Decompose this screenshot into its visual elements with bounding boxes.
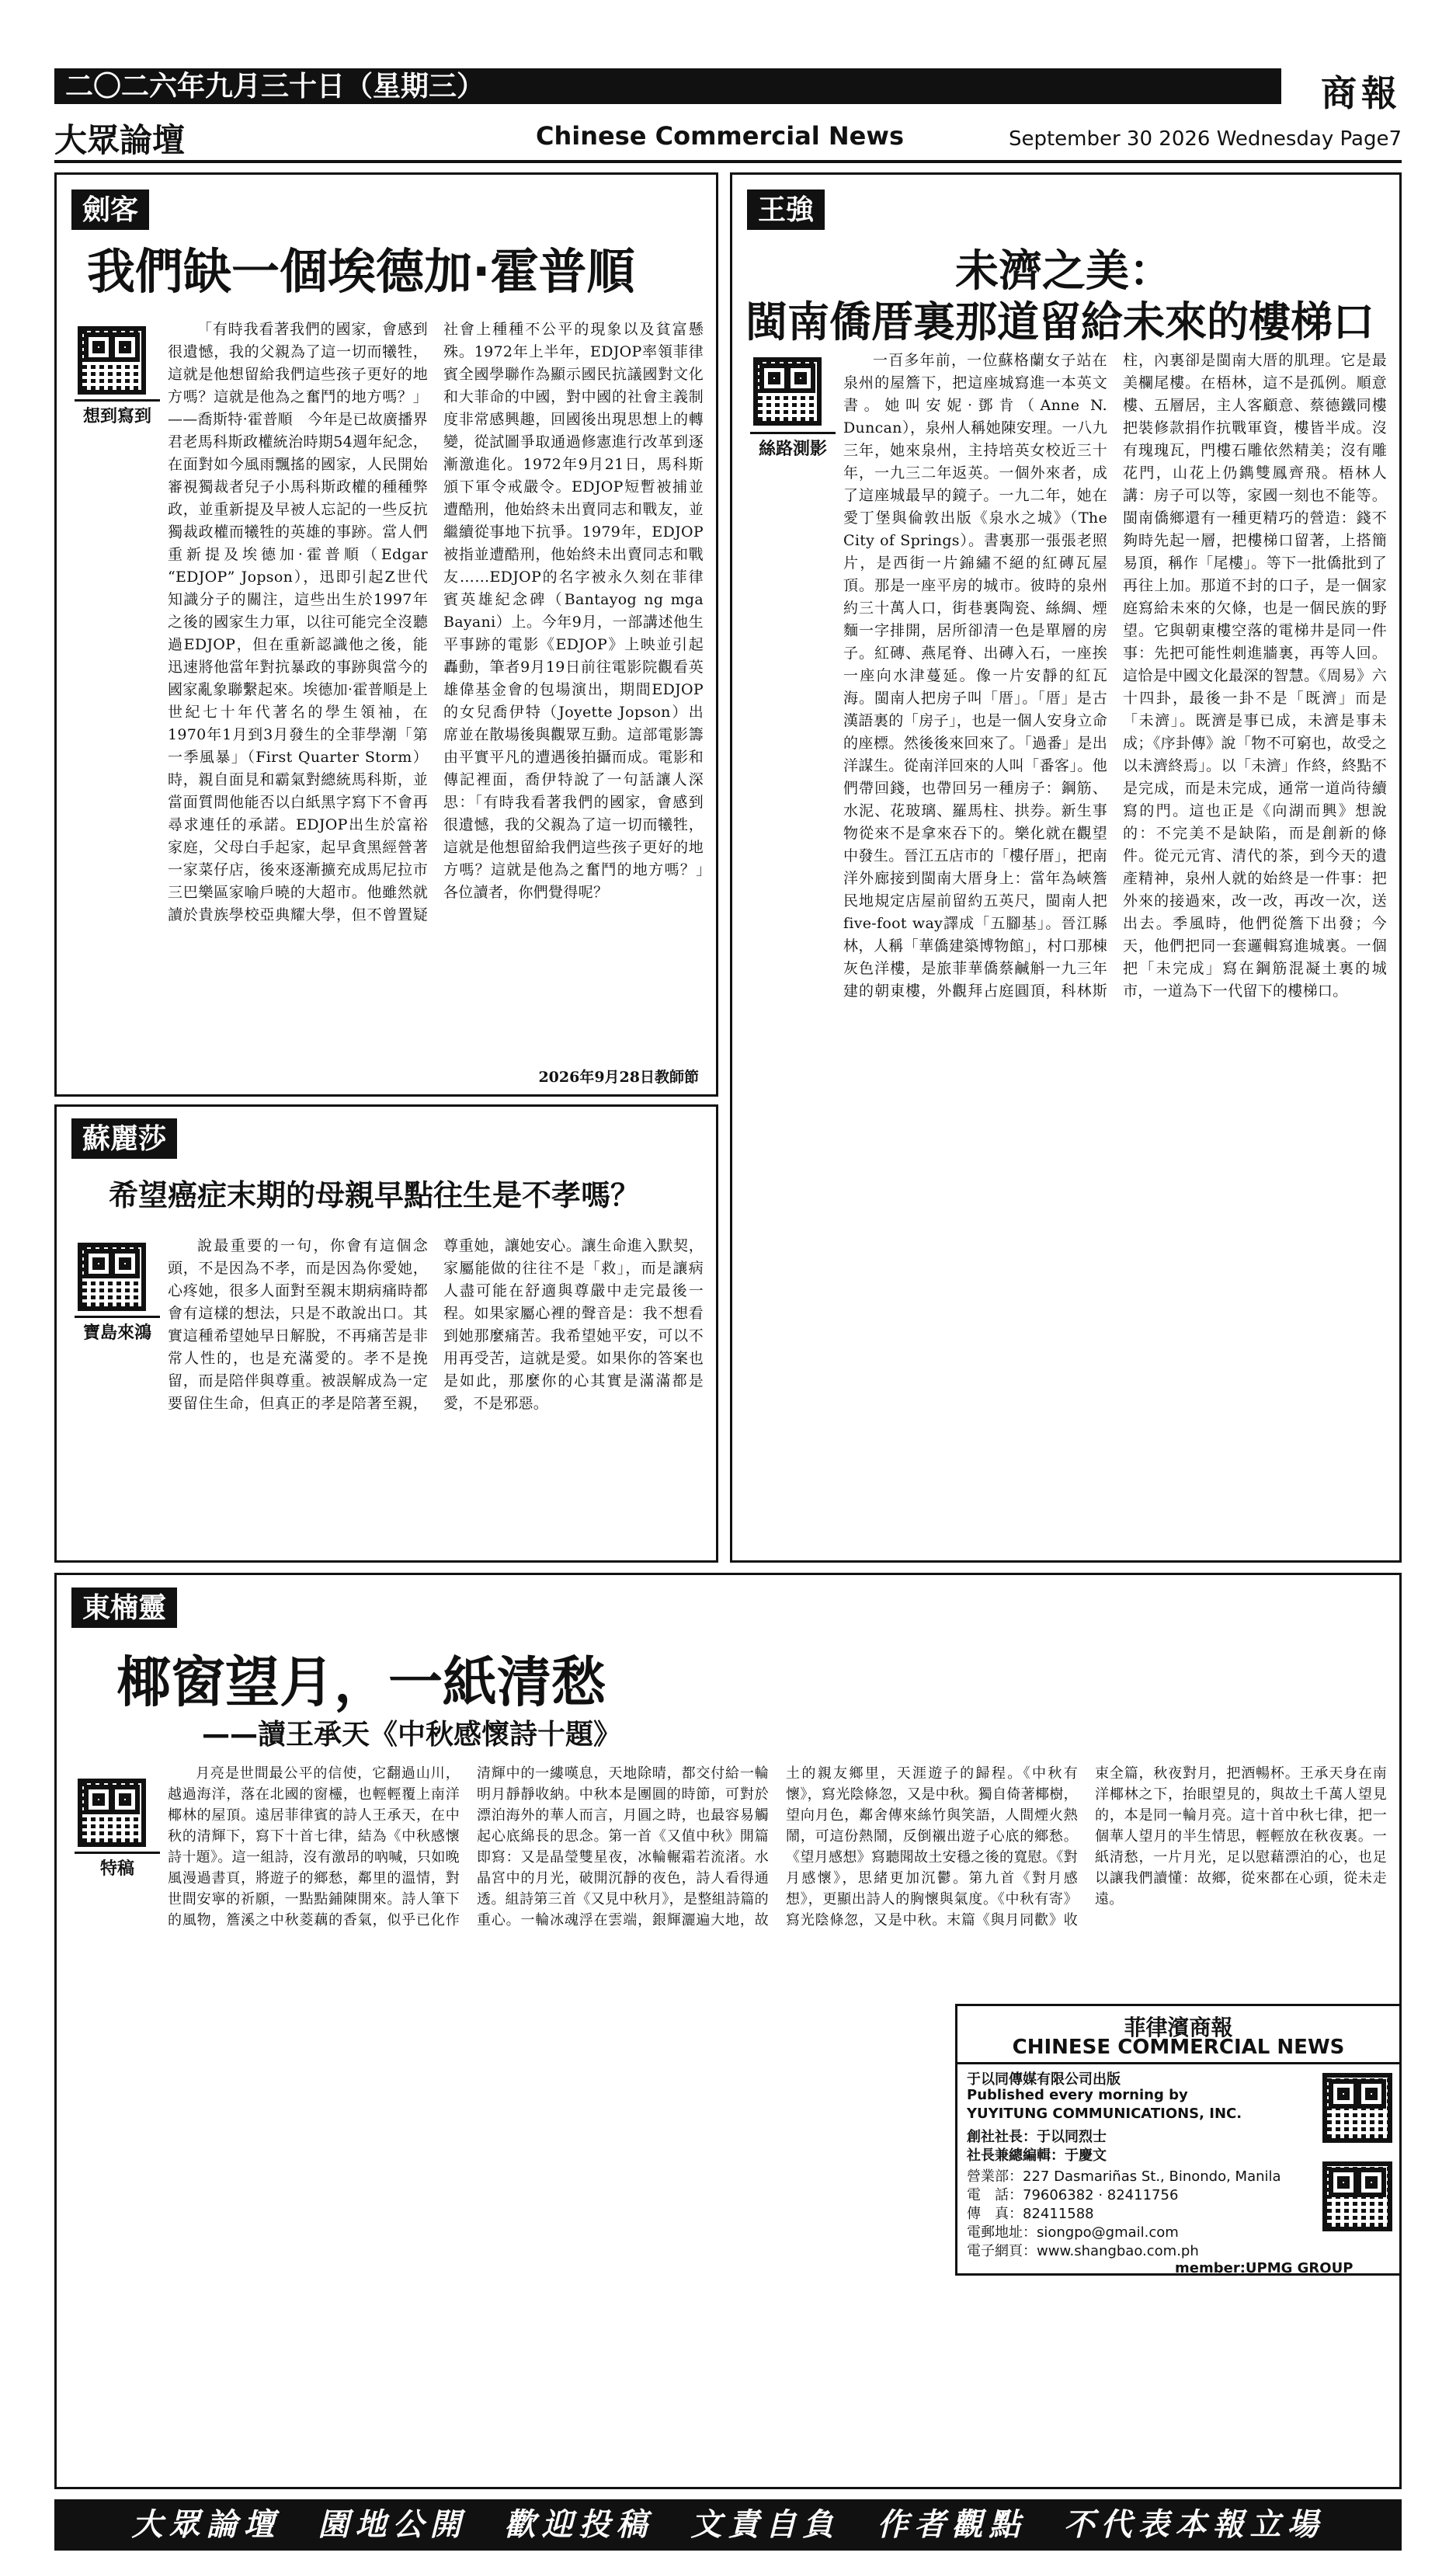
page-header (54, 68, 1402, 159)
article-text-2: 一百多年前，一位蘇格蘭女子站在泉州的屋簷下，把這座城寫進一本英文書。她叫安妮·鄧肯（Anne N. Duncan），泉州人稱她陳安理。一八九三年，她來泉州，主持培英女校近三十年，一九三二年返英。一個外來者，成了這座城最早的鏡子。一九二年，她在愛丁堡與倫敦出版《泉水之城》（The City of Springs）。書裏那一張張老照片，是西街一片錦繡不絕的紅磚瓦屋頂。那是一座平房的城市。彼時的泉州約三十萬人口，街巷裏陶瓷、絲綢、煙麵一字排開，居所卻清一色是單層的房子。紅磚、燕尾脊、出磚入石，一座挨一座向水津蔓延。像一片安靜的紅瓦海。閩南人把房子叫「厝」。「厝」是古漢語裏的「房子」，也是一個人安身立命的座標。然後後來回來了。「過番」是出洋謀生。從南洋回來的人叫「番客」。他們帶回錢，也帶回另一種房子：鋼筋、水泥、花玻璃、羅馬柱、拱券。新生事物從來不是拿來吞下的。樂化就在觀望中發生。晉江五店市的「樓仔厝」，把南洋外廊接到閩南大厝身上：當年為峽簷民地規定店屋前留約五英尺，閩南人把five-foot way譯成「五腳基」。晉江縣林，人稱「華僑建築博物館」，村口那棟灰色洋樓，是旅菲華僑蔡鹹斛一九三年建的朝東樓，外觀拜占庭圓頂，科林斯柱，內裏卻是閩南大厝的肌理。它是最美欄尾樓。在梧林，這不是孤例。順意樓、五層居，主人客顧意、蔡德鐵同樓把裝修款捐作抗戰軍資，樓皆半成。沒有瑰瑰瓦，門樓石雕依然精美；沒有雕花門，山花上仍鐫雙鳳齊飛。梧林人講：房子可以等，家國一刻也不能等。閩南僑鄉還有一種更精巧的營造：錢不夠時先起一層，把樓梯口留著，上搭簡易頂，稱作「尾樓」。等下一批僑批到了再往上加。那道不封的口子，是一個家庭寫給未來的欠條，也是一個民族的野望。它與朝東樓空落的電梯井是同一件事：先把可能性刺進牆裏，再等人回。這恰是中國文化最深的智慧。《周易》六十四卦，最後一卦不是「既濟」而是「未濟」。既濟是事已成，未濟是事未成；《序卦傳》說「物不可窮也，故受之以未濟終焉」。以「未濟」作終，終點不是完成，而是未完成，通常一道尚待續寫的門。這也正是《向湖而興》想說的：不完美不是缺陷，而是創新的條件。從元元宵、清代的茶，到今天的遺產精神，泉州人就的始終是一件事：把外來的接過來，改一改，再改一次，送出去。季風時，他們從簷下出發；今天，他們把同一套邏輯寫進城裏。一個把「未完成」寫在鋼筋混凝土裏的城市，一道為下一代留下的樓梯口。 (843, 352, 1387, 1000)
article-title-4: 椰窗望月，一紙清愁 (116, 1650, 606, 1714)
article-body-2 (750, 350, 1387, 1546)
imprint-chief: 社長兼總編輯：于慶文 (967, 2147, 1107, 2164)
publication-logo: 商報 (1321, 72, 1402, 114)
date-bar: 二〇二六年九月三十日（星期三） (54, 68, 1281, 104)
article-subtitle-4: ——讀王承天《中秋感懷詩十題》 (202, 1719, 622, 1751)
imprint-qr-icon-2[interactable] (1322, 2161, 1392, 2231)
imprint-published-en: Published every morning by (967, 2087, 1188, 2103)
qr-label-3: 寶島來鴻 (75, 1316, 160, 1344)
imprint-box (955, 2004, 1402, 2276)
header-rule (54, 160, 1402, 163)
article-title-2a: 未濟之美： (955, 246, 1173, 297)
imprint-website[interactable]: 電子網頁：www.shangbao.com.ph (967, 2243, 1199, 2259)
column-tag-4: 東楠靈 (71, 1588, 177, 1628)
date-en: September 30 2026 Wednesday Page7 (1008, 127, 1402, 151)
column-tag-1: 劍客 (71, 190, 149, 230)
qr-label-2: 絲路測影 (750, 432, 836, 460)
qr-label-4: 特稿 (75, 1852, 160, 1880)
imprint-fax: 傳 真：82411588 (967, 2206, 1094, 2222)
imprint-phone: 電 話：79606382 · 82411756 (967, 2187, 1179, 2203)
article-body-1 (75, 318, 719, 1064)
imprint-publisher-en: YUYITUNG COMMUNICATIONS, INC. (967, 2106, 1242, 2122)
article-title-1: 我們缺一個埃德加·霍普順 (87, 243, 635, 300)
imprint-address: 營業部：227 Dasmariñas St., Binondo, Manila (967, 2168, 1281, 2185)
article-text-3: 說最重要的一句，你會有這個念頭，不是因為不孝，而是因為你愛她，心疼她，很多人面對至親末期病痛時都會有這樣的想法，只是不敢說出口。其實這種希望她早日解脫，不再痛苦是非常人性的，也是充滿愛的。孝不是挽留，而是陪伴與尊重。被誤解成為一定要留住生命，但真正的孝是陪著至親，尊重她，讓她安心。讓生命進入默契，家屬能做的往往不是「救」，而是讓病人盡可能在舒適與尊嚴中走完最後一程。如果家屬心裡的聲音是：我不想看到她那麼痛苦。我希望她平安，可以不用再受苦，這就是愛。如果你的答案也是如此，那麼你的心其實是滿滿都是愛，不是邪惡。 (168, 1237, 704, 1412)
article-text-1: 「有時我看著我們的國家，會感到很遺憾，我的父親為了這一切而犧牲，這就是他想留給我們這些孩子更好的地方嗎？這就是他為之奮鬥的地方嗎？」——喬斯特·霍普順 今年是已故廣播界君老馬科斯政權統治時期54週年紀念，在面對如今風雨飄搖的國家，人民開始審視獨裁者兒子小馬科斯政權的種種弊政，並重新提及早被人忘記的一些反抗獨裁政權而犧牲的英雄的事跡。當人們重新提及埃德加·霍普順（Edgar “EDJOP” Jopson），迅即引起Z世代知識分子的關注，這些出生於1997年之後的國家生力軍，以往可能完全沒聽過EDJOP，但在重新認識他之後，能迅速將他當年對抗暴政的事跡與當今的國家亂象聯繫起來。埃德加·霍普順是上世紀七十年代著名的學生領袖，在1970年1月到3月發生的全菲學潮「第一季風暴」（First Quarter Storm）時，親自面見和霸氣對總統馬科斯，並當面質問他能否以白紙黑字寫下不會再尋求連任的承諾。EDJOP出生於富裕家庭，父母白手起家，起早貪黑經營著一家菜仔店，後來逐漸擴充成馬尼拉市三巴樂區家喻戶曉的大超市。他雖然就讀於貴族學校亞典耀大學，但不曾置疑社會上種種不公平的現象以及貧富懸殊。1972年上半年，EDJOP率領菲律賓全國學聯作為顯示國民抗議國對文化和大菲命的中國，對中國的社會主義制度非常感興趣，回國後出現思想上的轉變，從試圖爭取通過修憲進行改革到逐漸激進化。1972年9月21日，馬科斯頒下軍令戒嚴令。EDJOP短暫被捕並遭酷刑，他始終未出賣同志和戰友，並繼續從事地下抗爭。1979年，EDJOP被指並遭酷刑，他始終未出賣同志和戰友……EDJOP的名字被永久刻在菲律賓英雄紀念碑（Bantayog ng mga Bayani）上。今年9月，一部講述他生平事跡的電影《EDJOP》上映並引起轟動，筆者9月19日前往電影院觀看英雄偉基金會的包場演出，期間EDJOP的女兒喬伊特（Joyette Jopson）出席並在散場後與觀眾互動。這部電影籌由平實平凡的遭遇後拍攝而成。電影和傳記裡面，喬伊特說了一句話讓人深思：「有時我看著我們的國家，會感到很遺憾，我的父親為了這一切而犧牲，這就是他想留給我們這些孩子更好的地方嗎？這就是他為之奮鬥的地方嗎？」 各位讀者，你們覺得呢？ (168, 321, 719, 923)
imprint-name-en: CHINESE COMMERCIAL NEWS (957, 2036, 1399, 2064)
qr-label-1: 想到寫到 (75, 399, 160, 427)
column-tag-2: 王強 (747, 190, 825, 230)
signature-1: 2026年9月28日教師節 (538, 1069, 699, 1086)
imprint-qr-icon-1[interactable] (1322, 2073, 1392, 2143)
column-tag-3: 蘇麗莎 (71, 1118, 177, 1159)
article-body-3 (75, 1235, 704, 1546)
section-title: 大眾論壇 (54, 121, 186, 159)
article-title-2b: 閩南僑厝裏那道留給未來的樓梯口 (745, 297, 1374, 346)
imprint-publisher-cn: 于以同傳媒有限公司出版 (967, 2071, 1121, 2088)
imprint-founder: 創社社長：于以同烈士 (967, 2129, 1107, 2145)
footer-banner: 大眾論壇 園地公開 歡迎投稿 文責自負 作者觀點 不代表本報立場 (54, 2499, 1402, 2551)
imprint-member: member:UPMG GROUP (1175, 2260, 1353, 2276)
article-title-3: 希望癌症末期的母親早點往生是不孝嗎？ (109, 1178, 641, 1212)
paper-name-en: Chinese Commercial News (536, 121, 904, 151)
article-text-4: 月亮是世間最公平的信使，它翻過山川，越過海洋，落在北國的窗欞，也輕輕覆上南洋椰林的屋頂。遠居菲律賓的詩人王承天，在中秋的清輝下，寫下十首七律，結為《中秋感懷詩十題》。這一組詩，沒有激昂的吶喊，只如晚風漫過書頁，將遊子的鄉愁，鄰里的溫情，對世間安寧的祈願，一點點鋪陳開來。詩人筆下的風物，簷溪之中秋菱藕的香氣，似乎已化作清輝中的一縷嘆息，天地除晴，都交付給一輪明月靜靜收納。中秋本是團圓的時節，可對於漂泊海外的華人而言，月圓之時，也最容易觸起心底綿長的思念。第一首《又值中秋》開篇即寫：又是晶瑩雙星夜，冰輪輾霜若流渚。水晶宮中的月光，破開沉靜的夜色，詩人看得通透。組詩第三首《又見中秋月》，是整組詩篇的重心。一輪冰魂浮在雲端，銀輝灑遍大地，故土的親友鄉里，天涯遊子的歸程。《中秋有懷》，寫光陰條忽，又是中秋。獨自倚著椰樹，望向月色，鄰舍傳來絲竹與笑語，人間煙火熱鬧，可這份熱鬧，反倒襯出遊子心底的鄉愁。《望月感想》寫聽聞故土安穩之後的寬慰。《對月感懷》，思緒更加沉鬱。第九首《對月感想》，更顯出詩人的胸懷與氣度。《中秋有寄》寫光陰條忽，又是中秋。末篇《與月同歡》收束全篇，秋夜對月，把酒暢杯。王承天身在南洋椰林之下，抬眼望見的，與故土千萬人望見的，本是同一輪月亮。這十首中秋七律，把一個華人望月的半生情思，輕輕放在秋夜裏。一紙清愁，一片月光，足以慰藉漂泊的心，也足以讓我們讀懂：故鄉，從來都在心頭，從未走遠。 (168, 1765, 1387, 1928)
imprint-title: 菲律濱商報 (1124, 2015, 1233, 2040)
imprint-email[interactable]: 電郵地址：siongpo@gmail.com (967, 2224, 1179, 2241)
